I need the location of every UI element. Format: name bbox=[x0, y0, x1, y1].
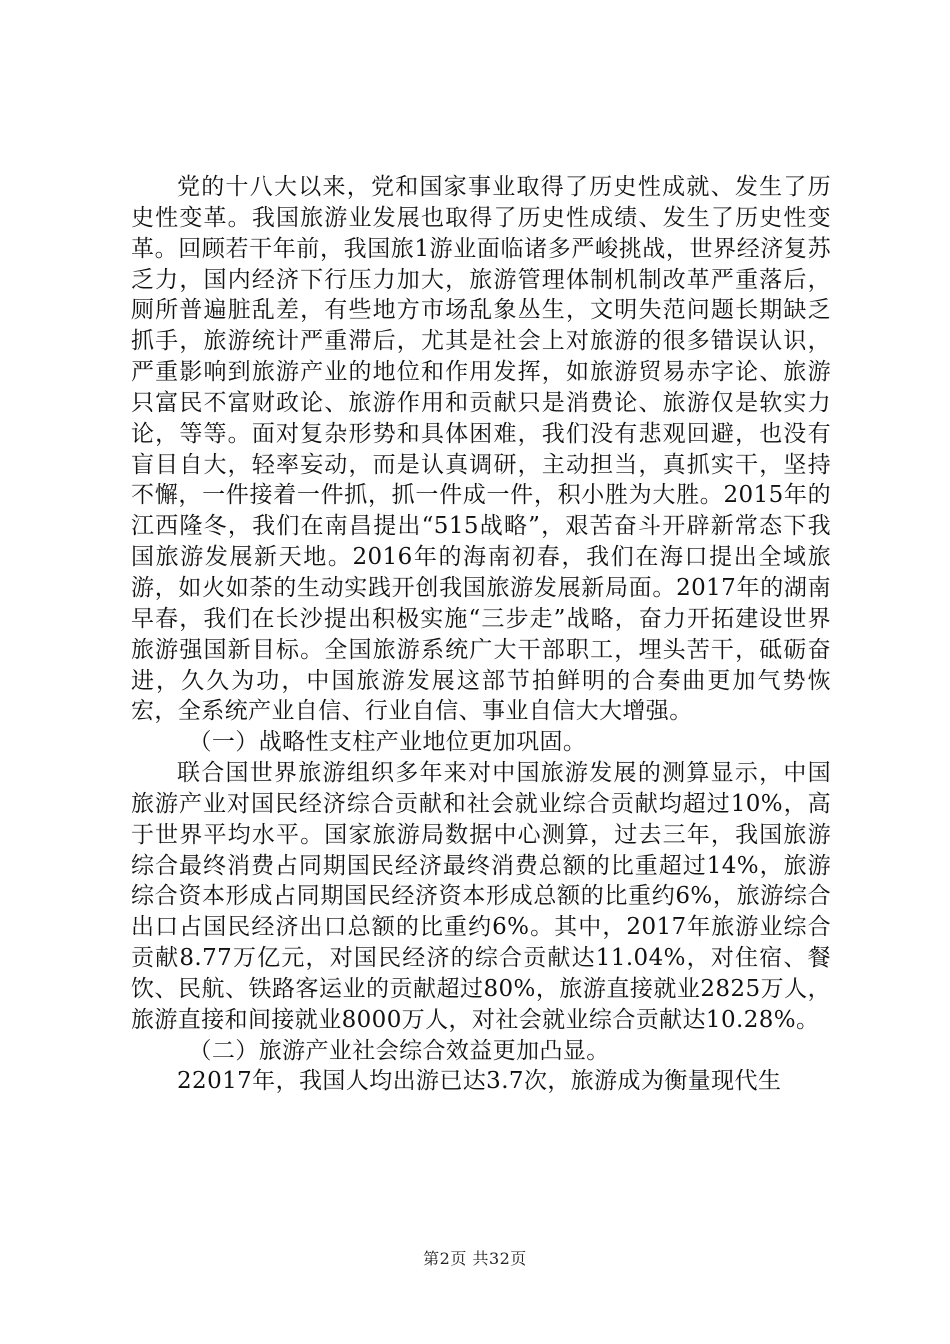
section-heading: （二）旅游产业社会综合效益更加凸显。 bbox=[188, 1037, 610, 1064]
body-paragraph: 22017年，我国人均出游已达3.7次，旅游成为衡量现代生 bbox=[177, 1068, 782, 1095]
body-paragraph: 党的十八大以来，党和国家事业取得了历史性成就、发生了历史性变革。我国旅游业发展也取得了历史性成绩、发生了历史性变革。回顾若干年前，我国旅1游业面临诸多严峻挑战，世界经济复苏乏力，国内经济下行压力加大，旅游管理体制机制改革严重落后，厕所普遍脏乱差，有些地方市场乱象丛生，文明失范问题长期缺乏抓手，旅游统计严重滞后，尤其是社会上对旅游的很多错误认识，严重影响到旅游产业的地位和作用发挥，如旅游贸易赤字论、旅游只富民不富财政论、旅游作用和贡献只是消费论、旅游仅是软实力论，等等。面对复杂形势和具体困难，我们没有悲观回避，也没有盲目自大，轻率妄动，而是认真调研，主动担当，真抓实干，坚持不懈，一件接着一件抓，抓一件成一件，积小胜为大胜。2015年的江西隆冬，我们在南昌提出“515战略”，艰苦奋斗开辟新常态下我国旅游发展新天地。2016年的海南初春，我们在海口提出全域旅游，如火如荼的生动实践开创我国旅游发展新局面。2017年的湖南早春，我们在长沙提出积极实施“三步走”战略，奋力开拓建设世界旅游强国新目标。全国旅游系统广大干部职工，埋头苦干，砥砺奋进，久久为功，中国旅游发展这部节拍鲜明的合奏曲更加气势恢宏，全系统产业自信、行业自信、事业自信大大增强。 bbox=[131, 174, 831, 725]
section-heading: （一）战略性支柱产业地位更加巩固。 bbox=[188, 729, 587, 756]
page-footer: 第2页 共32页 bbox=[423, 1249, 527, 1268]
body-paragraph: 联合国世界旅游组织多年来对中国旅游发展的测算显示，中国旅游产业对国民经济综合贡献和社会就业综合贡献均超过10%，高于世界平均水平。国家旅游局数据中心测算，过去三年，我国旅游综合最终消费占同期国民经济最终消费总额的比重超过14%，旅游综合资本形成占同期国民经济资本形成总额的比重约6%，旅游综合出口占国民经济出口总额的比重约6%。其中，2017年旅游业综合贡献8.77万亿元，对国民经济的综合贡献达11.04%，对住宿、餐饮、民航、铁路客运业的贡献超过80%，旅游直接就业2825万人，旅游直接和间接就业8000万人，对社会就业综合贡献达10.28%。 bbox=[131, 760, 831, 1033]
document-body bbox=[131, 172, 831, 1097]
